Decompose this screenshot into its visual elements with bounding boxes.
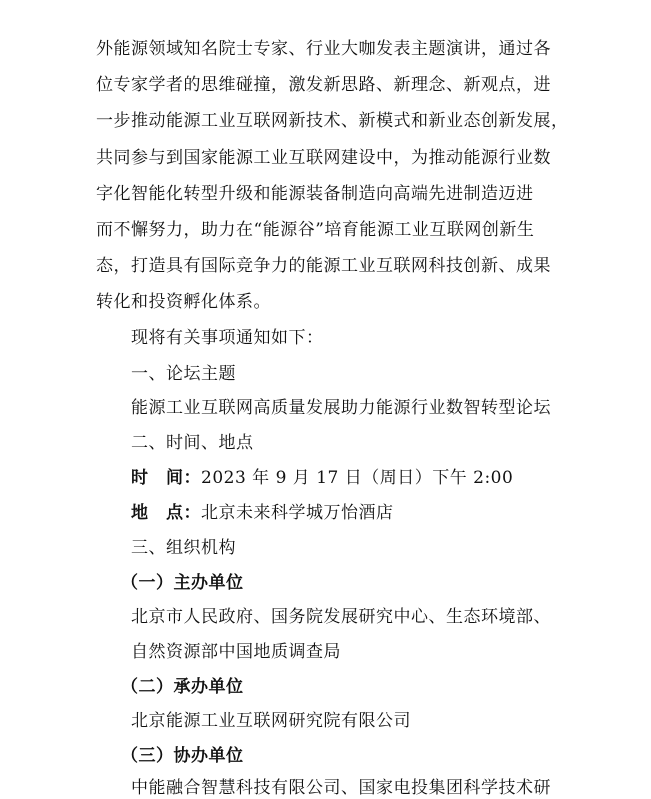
paragraph-line: 转化和投资孵化体系。 [96, 292, 271, 312]
section-heading: 三、组织机构 [131, 538, 236, 558]
subsection-heading: （一）主办单位 [121, 573, 244, 593]
forum-theme: 能源工业互联网高质量发展助力能源行业数智转型论坛 [131, 398, 551, 418]
paragraph-line: 位专家学者的思维碰撞，激发新思路、新理念、新观点，进 [96, 75, 551, 95]
subsection-heading: （二）承办单位 [121, 677, 244, 697]
paragraph-line: 态，打造具有国际竞争力的能源工业互联网科技创新、成果 [96, 256, 551, 276]
paragraph-line: 字化智能化转型升级和能源装备制造向高端先进制造迈进 [96, 184, 534, 204]
place-value: 北京未来科学城万怡酒店 [201, 503, 394, 523]
subsection-heading: （三）协办单位 [121, 746, 244, 766]
paragraph-line: 外能源领域知名院士专家、行业大咖发表主题演讲，通过各 [96, 39, 551, 59]
paragraph-line: 而不懈努力，助力在“能源谷”培育能源工业互联网创新生 [96, 220, 535, 240]
notice-intro: 现将有关事项通知如下： [131, 328, 324, 348]
host-line: 北京市人民政府、国务院发展研究中心、生态环境部、 [131, 607, 551, 627]
section-heading: 二、时间、地点 [131, 433, 254, 453]
time-value: 2023 年 9 月 17 日（周日）下午 2:00 [201, 468, 514, 488]
host-line: 自然资源部中国地质调查局 [131, 642, 341, 662]
time-row [131, 467, 513, 489]
paragraph-line: 一步推动能源工业互联网新技术、新模式和新业态创新发展， [96, 111, 569, 131]
organizer-line: 北京能源工业互联网研究院有限公司 [131, 711, 411, 731]
section-heading: 一、论坛主题 [131, 364, 236, 384]
time-label: 时 间： [131, 468, 201, 488]
place-label: 地 点： [131, 503, 201, 523]
co-organizer-line: 中能融合智慧科技有限公司、国家电投集团科学技术研 [131, 778, 551, 798]
paragraph-line: 共同参与到国家能源工业互联网建设中，为推动能源行业数 [96, 148, 551, 168]
place-row [131, 502, 394, 524]
